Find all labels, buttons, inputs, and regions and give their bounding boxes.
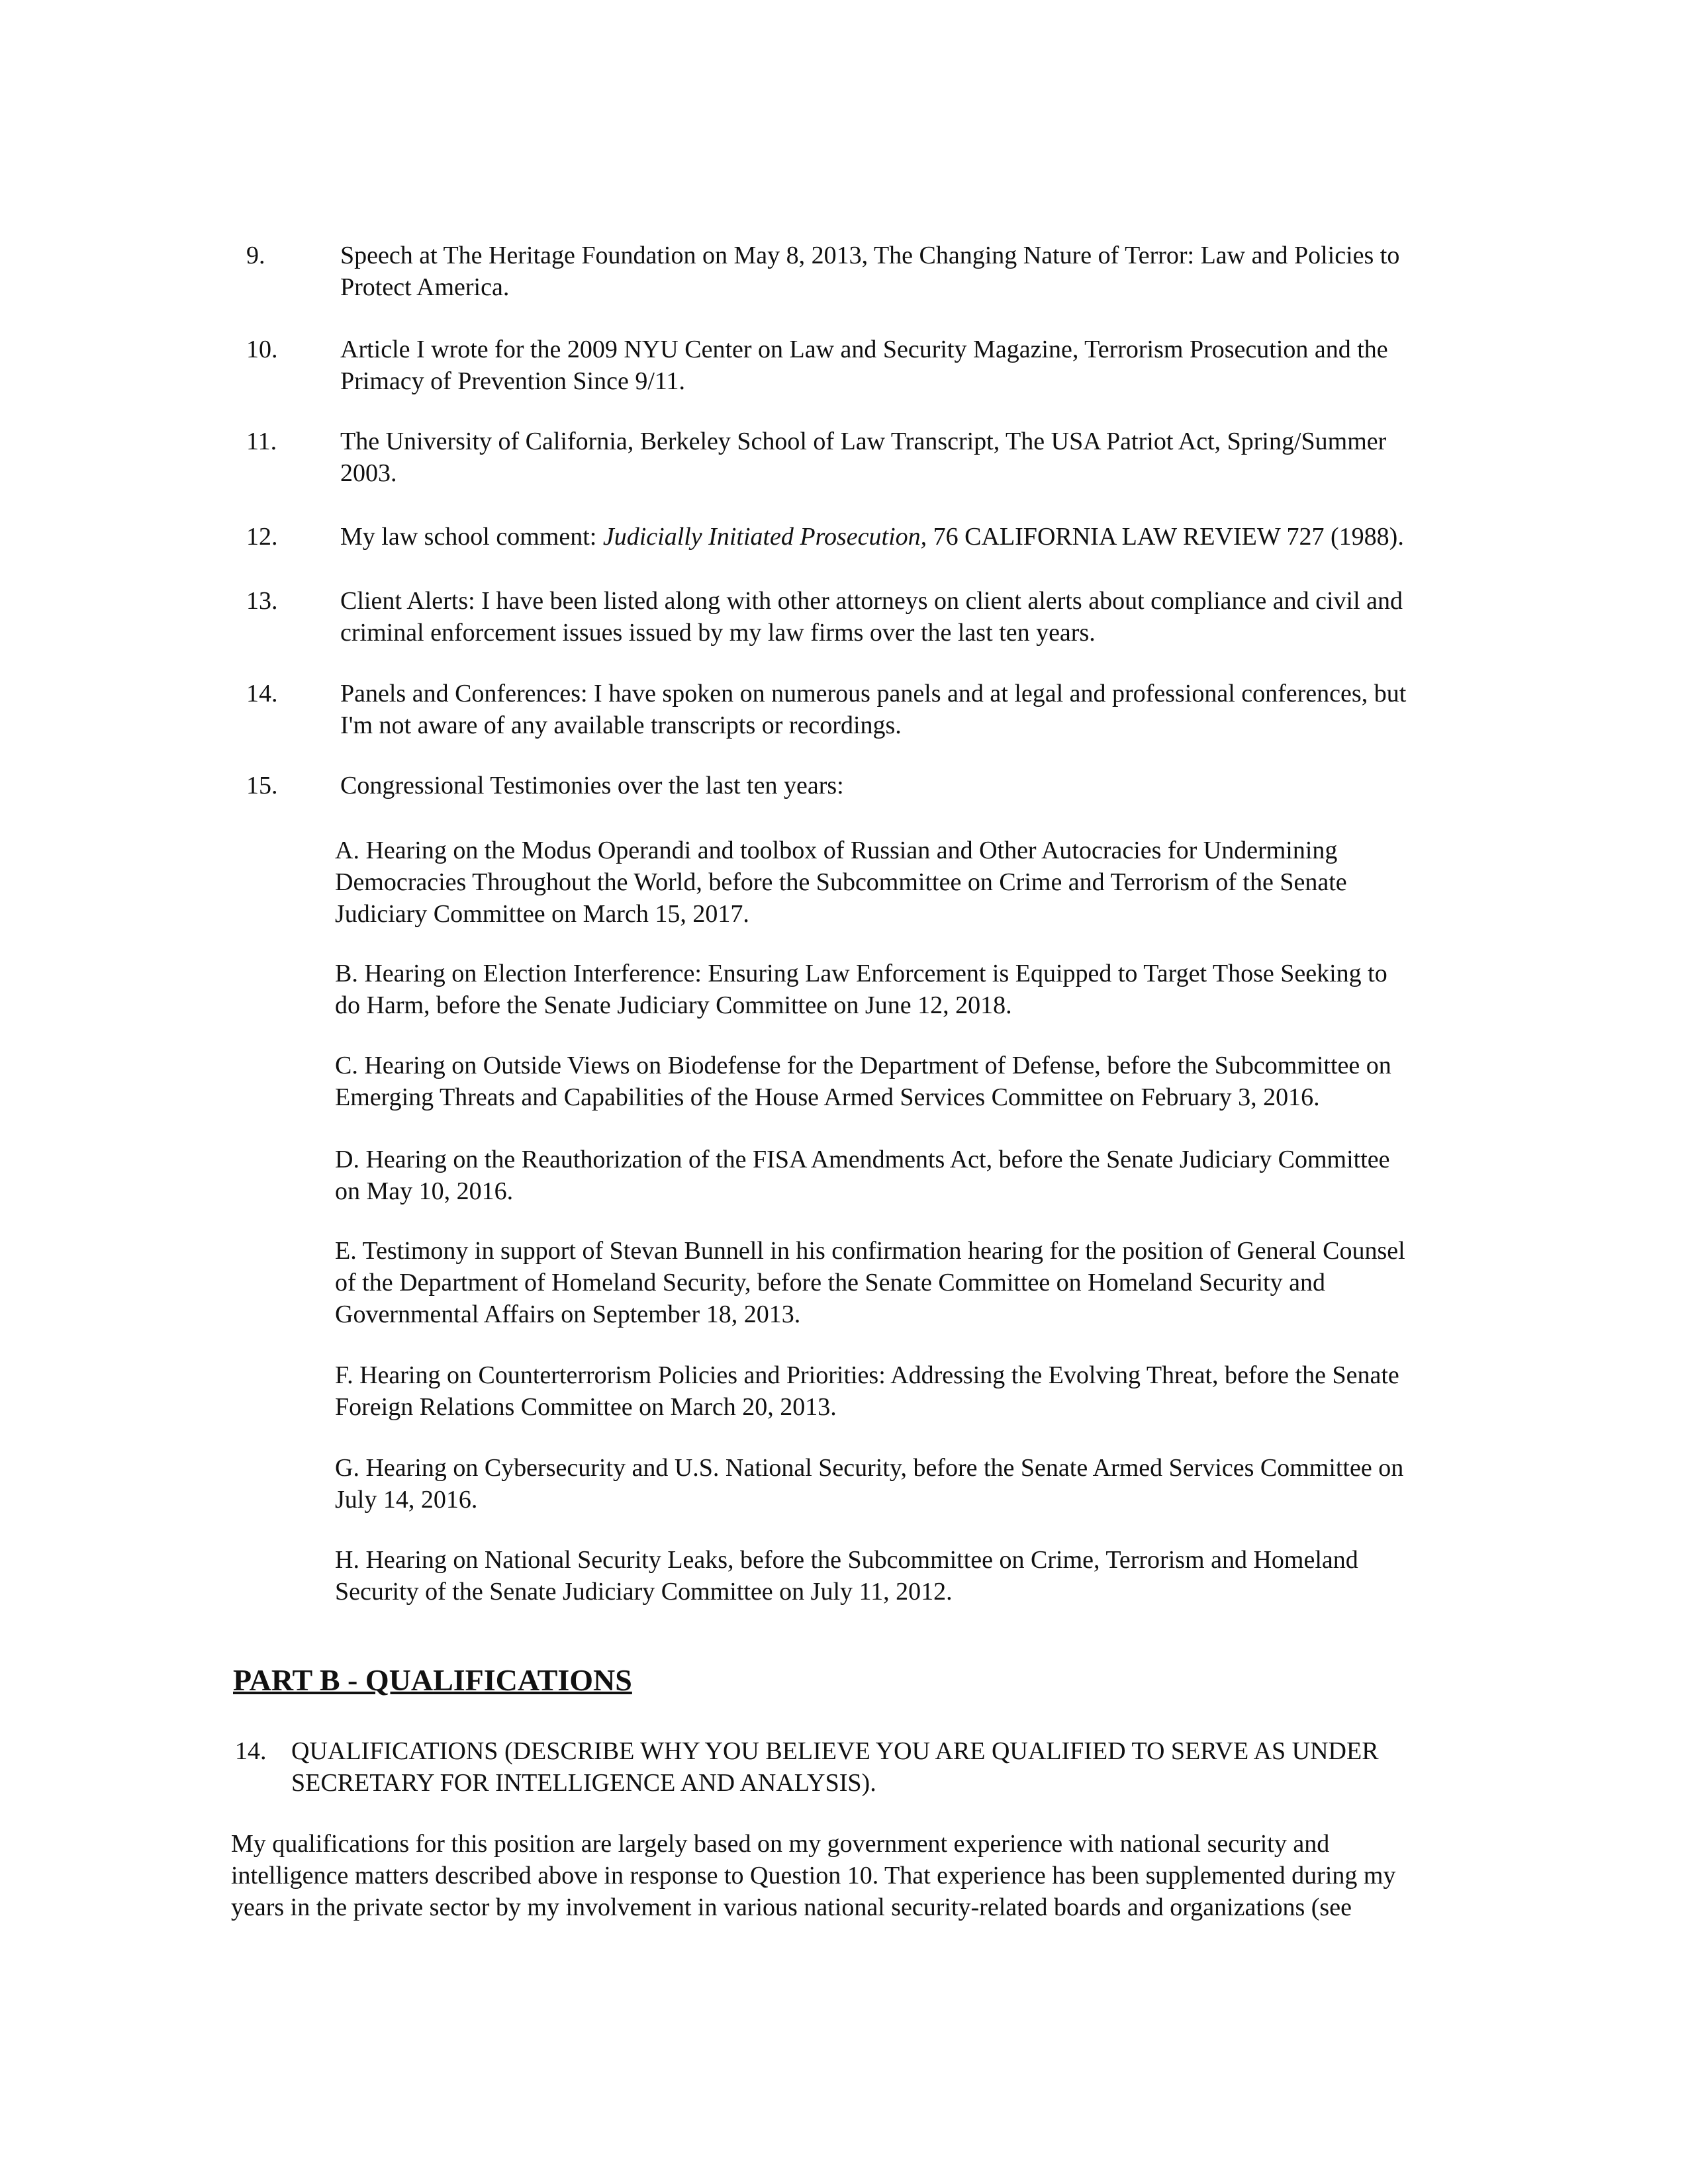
item-text-line: Protect America. — [340, 273, 510, 301]
item-text-line: Congressional Testimonies over the last ten years: — [340, 772, 844, 799]
testimony-line: C. Hearing on Outside Views on Biodefense for the Department of Defense, before the Subcommittee on — [335, 1052, 1391, 1079]
item-text-line: The University of California, Berkeley School of Law Transcript, The USA Patriot Act, Spring/Summer — [340, 428, 1387, 455]
item-text-line: Primacy of Prevention Since 9/11. — [340, 367, 685, 395]
testimony-item — [335, 958, 1387, 1021]
item-text-line: Speech at The Heritage Foundation on May 8, 2013, The Changing Nature of Terror: Law and Policies to — [340, 242, 1400, 269]
testimony-item — [335, 1452, 1403, 1516]
testimony-item — [335, 1050, 1391, 1113]
item-number: 11. — [246, 428, 277, 455]
citation-title: Judicially Initiated Prosecution, — [602, 523, 927, 551]
qualifications-answer — [231, 1828, 1395, 1923]
item-text-line: I'm not aware of any available transcripts or recordings. — [340, 711, 902, 739]
question-line: QUALIFICATIONS (DESCRIBE WHY YOU BELIEVE YOU ARE QUALIFIED TO SERVE AS UNDER — [291, 1737, 1379, 1765]
list-item — [246, 585, 1403, 649]
question-14 — [235, 1735, 1379, 1799]
testimony-line: Democracies Throughout the World, before the Subcommittee on Crime and Terrorism of the Senate — [335, 868, 1347, 896]
testimony-line: Governmental Affairs on September 18, 2013. — [335, 1300, 801, 1328]
item-number: 14. — [246, 680, 278, 707]
item-text-line: Article I wrote for the 2009 NYU Center on Law and Security Magazine, Terrorism Prosecution and the — [340, 336, 1388, 363]
item-number: 13. — [246, 587, 278, 615]
item-number: 15. — [246, 772, 278, 799]
testimony-item — [335, 1235, 1405, 1330]
item-number: 10. — [246, 336, 278, 363]
testimony-line: G. Hearing on Cybersecurity and U.S. National Security, before the Senate Armed Services Committee on — [335, 1454, 1404, 1482]
testimony-line: Foreign Relations Committee on March 20, 2013. — [335, 1393, 837, 1421]
list-item — [246, 521, 1404, 553]
answer-line: years in the private sector by my involvement in various national security-related boards and organizations (see — [231, 1893, 1352, 1921]
question-number: 14. — [235, 1737, 267, 1765]
list-item — [246, 426, 1386, 489]
item-number: 12. — [246, 523, 278, 551]
testimony-line: July 14, 2016. — [335, 1486, 478, 1514]
answer-line: intelligence matters described above in response to Question 10. That experience has been supplemented during my — [231, 1862, 1396, 1889]
part-b-heading: PART B - QUALIFICATIONS — [233, 1663, 632, 1697]
testimony-line: A. Hearing on the Modus Operandi and toolbox of Russian and Other Autocracies for Undermining — [335, 837, 1338, 864]
testimony-line: Judiciary Committee on March 15, 2017. — [335, 900, 749, 928]
testimony-line: B. Hearing on Election Interference: Ensuring Law Enforcement is Equipped to Target Those Seeking to — [335, 960, 1387, 987]
testimony-item — [335, 1544, 1358, 1608]
testimony-line: F. Hearing on Counterterrorism Policies and Priorities: Addressing the Evolving Threat, before the Senate — [335, 1361, 1399, 1389]
list-item — [246, 334, 1388, 397]
testimony-item — [335, 1144, 1390, 1207]
testimony-line: of the Department of Homeland Security, before the Senate Committee on Homeland Security and — [335, 1269, 1325, 1297]
citation-text: 76 CALIFORNIA LAW REVIEW 727 (1988). — [927, 523, 1404, 551]
list-item — [246, 240, 1399, 303]
testimony-line: Security of the Senate Judiciary Committee on July 11, 2012. — [335, 1578, 953, 1606]
testimony-line: do Harm, before the Senate Judiciary Committee on June 12, 2018. — [335, 991, 1012, 1019]
testimony-item — [335, 835, 1347, 930]
item-text-line — [340, 521, 1404, 553]
question-line: SECRETARY FOR INTELLIGENCE AND ANALYSIS). — [291, 1769, 876, 1797]
item-text-line: criminal enforcement issues issued by my law firms over the last ten years. — [340, 619, 1096, 647]
testimony-line: H. Hearing on National Security Leaks, before the Subcommittee on Crime, Terrorism and Homeland — [335, 1546, 1358, 1574]
testimony-line: D. Hearing on the Reauthorization of the FISA Amendments Act, before the Senate Judiciary Committee — [335, 1146, 1390, 1173]
answer-line: My qualifications for this position are largely based on my government experience with national security and — [231, 1830, 1330, 1858]
item-text-line: 2003. — [340, 459, 397, 487]
testimony-line: on May 10, 2016. — [335, 1177, 514, 1205]
testimony-line: E. Testimony in support of Stevan Bunnell in his confirmation hearing for the position of General Counsel — [335, 1237, 1405, 1265]
item-text-line: Client Alerts: I have been listed along with other attorneys on client alerts about compliance and civil and — [340, 587, 1403, 615]
testimony-item — [335, 1359, 1399, 1423]
item-text-line: Panels and Conferences: I have spoken on numerous panels and at legal and professional conferences, but — [340, 680, 1407, 707]
list-item — [246, 770, 844, 801]
item-number: 9. — [246, 242, 265, 269]
testimony-line: Emerging Threats and Capabilities of the House Armed Services Committee on February 3, 2016. — [335, 1083, 1320, 1111]
citation-text: My law school comment: — [340, 523, 603, 551]
list-item — [246, 678, 1406, 741]
